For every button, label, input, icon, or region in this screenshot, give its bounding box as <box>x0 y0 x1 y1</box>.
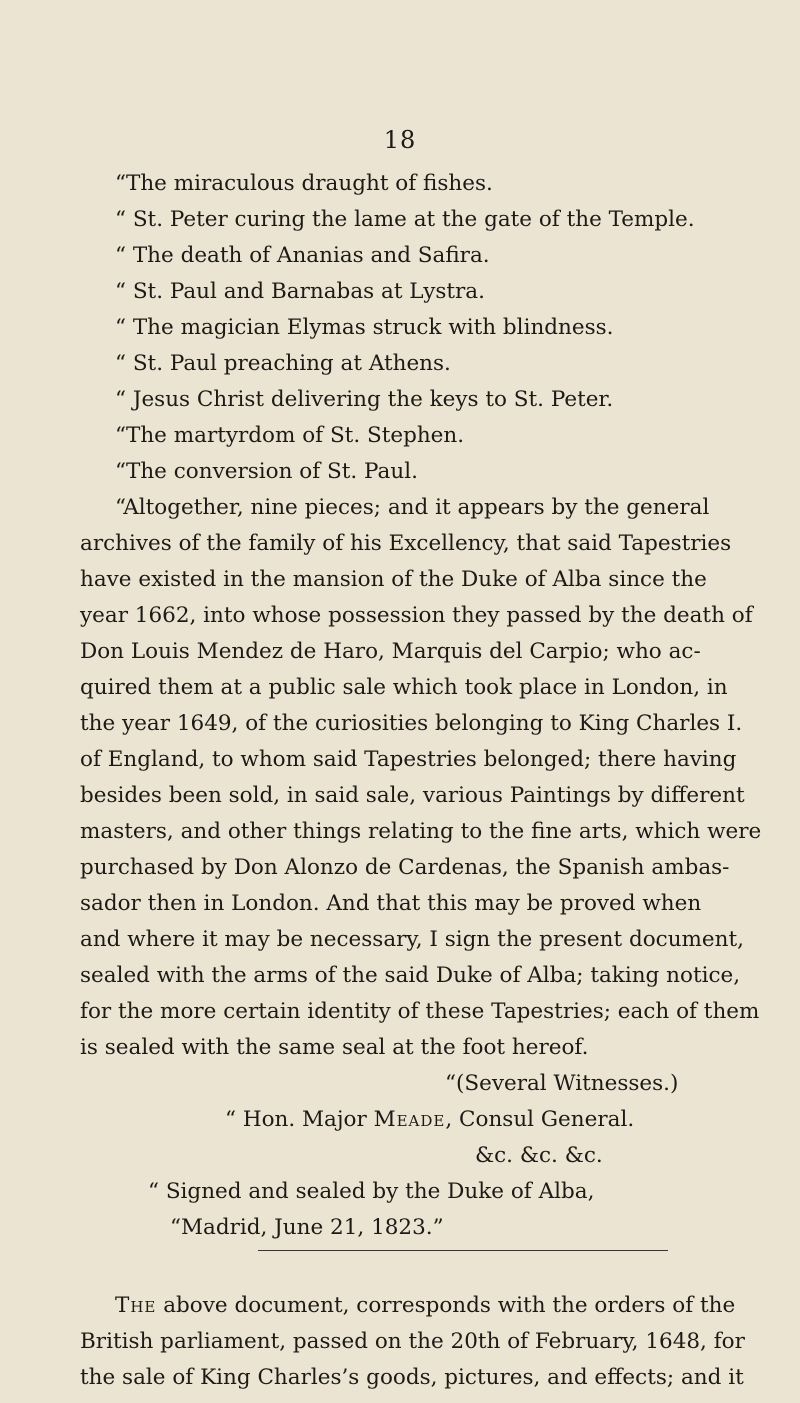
continuation-line: British parliament, passed on the 20th of February, 1648, for <box>80 1329 745 1354</box>
signatory-title: , Consul General. <box>445 1107 635 1132</box>
paragraph-line: of England, to whom said Tapestries belonged; there having <box>80 747 737 772</box>
etc-line: &c. &c. &c. <box>475 1143 603 1168</box>
paragraph-line: “Altogether, nine pieces; and it appears by the general <box>115 495 710 520</box>
list-item: “ The death of Ananias and Safira. <box>115 243 490 268</box>
continuation-line <box>115 1292 735 1320</box>
paragraph-line: besides been sold, in said sale, various Paintings by different <box>80 783 745 808</box>
list-item: “ St. Paul preaching at Athens. <box>115 351 451 376</box>
continuation-first-rest: above document, corresponds with the orders of the <box>156 1293 736 1318</box>
list-item: “The miraculous draught of fishes. <box>115 171 493 196</box>
page-number: 18 <box>383 126 417 154</box>
paragraph-line: have existed in the mansion of the Duke of Alba since the <box>80 567 707 592</box>
paragraph-line: and where it may be necessary, I sign the present document, <box>80 927 744 952</box>
witnesses-line: “(Several Witnesses.) <box>445 1071 679 1096</box>
signatory-prefix: “ Hon. Major <box>225 1107 374 1132</box>
dateline: “Madrid, June 21, 1823.” <box>170 1215 444 1240</box>
list-item: “The conversion of St. Paul. <box>115 459 418 484</box>
section-divider <box>258 1250 668 1251</box>
paragraph-line: sador then in London. And that this may be proved when <box>80 891 702 916</box>
list-item: “ The magician Elymas struck with blindness. <box>115 315 614 340</box>
paragraph-line: archives of the family of his Excellency, that said Tapestries <box>80 531 732 556</box>
paragraph-line: sealed with the arms of the said Duke of Alba; taking notice, <box>80 963 741 988</box>
list-item: “The martyrdom of St. Stephen. <box>115 423 465 448</box>
list-item: “ St. Peter curing the lame at the gate of the Temple. <box>115 207 695 232</box>
paragraph-line: masters, and other things relating to the fine arts, which were <box>80 819 762 844</box>
signed-line: “ Signed and sealed by the Duke of Alba, <box>148 1179 595 1204</box>
paragraph-line: purchased by Don Alonzo de Cardenas, the Spanish ambas- <box>80 855 730 880</box>
paragraph-line: quired them at a public sale which took place in London, in <box>80 675 728 700</box>
signatory-name: Meade <box>373 1107 446 1132</box>
continuation-line: the sale of King Charles’s goods, pictures, and effects; and it <box>80 1365 744 1390</box>
paragraph-line: Don Louis Mendez de Haro, Marquis del Carpio; who ac- <box>80 639 701 664</box>
signatory-line <box>225 1106 634 1134</box>
paragraph-line: year 1662, into whose possession they passed by the death of <box>80 603 753 628</box>
continuation-first-word: The <box>115 1293 157 1318</box>
paragraph-line: is sealed with the same seal at the foot hereof. <box>80 1035 589 1060</box>
paragraph-line: for the more certain identity of these Tapestries; each of them <box>80 999 760 1024</box>
list-item: “ St. Paul and Barnabas at Lystra. <box>115 279 485 304</box>
paragraph-line: the year 1649, of the curiosities belonging to King Charles I. <box>80 711 743 736</box>
list-item: “ Jesus Christ delivering the keys to St. Peter. <box>115 387 614 412</box>
